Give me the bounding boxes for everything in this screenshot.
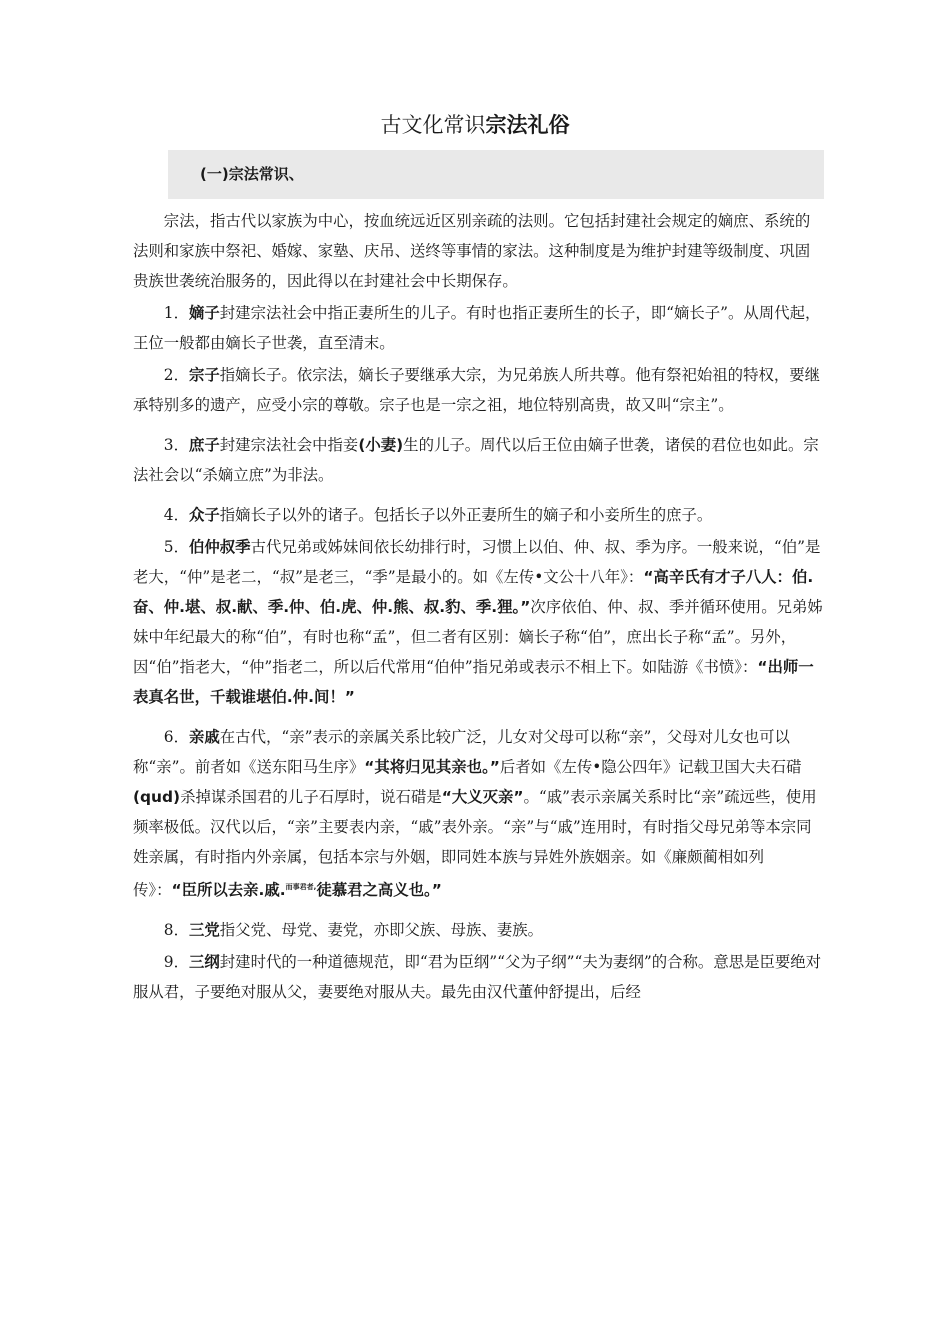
item-text: 指嫡长子。依宗法，嫡长子要继承大宗，为兄弟族人所共尊。他有祭祀始祖的特权，要继承特别多的遗产，应受小宗的尊敬。宗子也是一宗之祖，地位特别高贵，故又叫“宗主”。	[133, 366, 821, 414]
item-text: 古代兄弟或姊妹间依长幼排行时，习惯上以伯、仲、叔、季为序。一般来说，“伯”是老大，“仲”是老二，“叔”是老三，“季”是最小的。如《左传•文公十八年》：	[133, 538, 821, 586]
item-text: 指嫡长子以外的诸子。包括长子以外正妻所生的嫡子和小妾所生的庶子。	[219, 506, 713, 524]
item-number: 5．	[163, 538, 189, 556]
item-text-cont: 生的儿子。周代以后王位由嫡子世袭，诸侯的君位也如此。宗法社会以“杀嫡立庶”为非法。	[133, 436, 819, 484]
item-text: 封建宗法社会中指妾	[219, 436, 359, 454]
item-term: 嫡子	[188, 304, 220, 322]
item-term: 宗子	[188, 366, 220, 384]
item-2	[133, 360, 825, 420]
item-number: 3．	[163, 436, 189, 454]
item-term: 三纲	[188, 953, 220, 972]
item-quote: “其将归见其亲也。”	[364, 758, 500, 776]
item-8	[133, 915, 825, 945]
item-text: 封建宗法社会中指正妻所生的儿子。有时也指正妻所生的长子，即“嫡长子”。从周代起，王位一般都由嫡长子世袭，直至清末。	[133, 304, 821, 352]
item-number: 9．	[163, 953, 189, 972]
item-tiny-note: 而事君者,	[285, 883, 317, 891]
title-bold: 宗法礼俗	[485, 113, 570, 137]
page-title	[0, 110, 950, 140]
item-text-cont: 后者如《左传•隐公四年》记载卫国大夫石碏	[499, 758, 802, 776]
item-quote-2: “出师一表真名世，千载谁堪伯.仲.间！”	[133, 658, 814, 706]
item-bold-note: (小妻)	[358, 436, 404, 454]
item-number: 1．	[163, 304, 189, 322]
section-heading-bar	[168, 150, 824, 199]
item-term: 庶子	[188, 436, 220, 454]
item-3	[133, 430, 825, 490]
intro-paragraph: 宗法，指古代以家族为中心，按血统远近区别亲疏的法则。它包括封建社会规定的嫡庶、系统的法则和家族中祭祀、婚嫁、家塾、庆吊、送终等事情的家法。这种制度是为维护封建等级制度、巩固贵族世袭统治服务的，因此得以在封建社会中长期保存。	[133, 212, 811, 290]
item-1	[133, 298, 825, 358]
item-text: 指父党、母党、妻党，亦即父族、母族、妻族。	[219, 921, 543, 940]
item-quote-3: “臣所以去亲.戚.	[171, 881, 286, 900]
item-number: 8．	[163, 921, 189, 940]
item-text-cont-2: 杀掉谋杀国君的儿子石厚时，说石碏是	[180, 788, 442, 806]
item-text: 在古代，“亲”表示的亲属关系比较广泛，儿女对父母可以称“亲”，父母对儿女也可以称“亲”。前者如《送东阳马生序》	[133, 728, 790, 776]
item-number: 6．	[163, 728, 189, 746]
item-4	[133, 500, 825, 530]
item-term: 伯仲叔季	[188, 538, 251, 556]
item-text-cont: 次序依伯、仲、叔、季并循环使用。兄弟姊妹中年纪最大的称“伯”，有时也称“孟”，但二者有区别：嫡长子称“伯”，庶出长子称“孟”。另外，因“伯”指老大，“仲”指老二，所以后代常用“伯仲”指兄弟或表示不相上下。如陆游《书愤》：	[133, 598, 823, 676]
item-9	[133, 947, 825, 1007]
item-text: 封建时代的一种道德规范，即“君为臣纲”“父为子纲”“夫为妻纲”的合称。意思是臣要绝对服从君，子要绝对服从父，妻要绝对服从夫。最先由汉代董仲舒提出，后经	[133, 953, 822, 1002]
item-quote: “高辛氏有才子八人：伯.奋、仲.堪、叔.献、季.仲、伯.虎、仲.熊、叔.豹、季.狸。”	[133, 568, 814, 616]
item-bold-note: (qud)	[133, 788, 181, 806]
item-6	[133, 722, 825, 905]
item-quote-2: “大义灭亲”	[441, 788, 524, 806]
document-body	[133, 206, 825, 1007]
item-quote-4: 徒慕君之高义也。”	[316, 881, 442, 900]
item-text-cont-3: 。“戚”表示亲属关系时比“亲”疏远些，使用频率极低。汉代以后，“亲”主要表内亲，“戚”表外亲。“亲”与“戚”连用时，有时指父母兄弟等本宗同姓亲属，有时指内外亲属，包括本宗与外姻，即同姓本族与异姓外族姻亲。如《廉颇蔺相如列传》：	[133, 788, 817, 900]
item-term: 众子	[188, 506, 220, 524]
item-number: 4．	[163, 506, 189, 524]
item-5	[133, 532, 825, 712]
item-term: 亲戚	[188, 728, 220, 746]
title-plain: 古文化常识	[380, 113, 486, 137]
section-heading: (一)宗法常识、	[200, 165, 304, 183]
item-number: 2．	[163, 366, 189, 384]
item-term: 三党	[188, 921, 220, 940]
